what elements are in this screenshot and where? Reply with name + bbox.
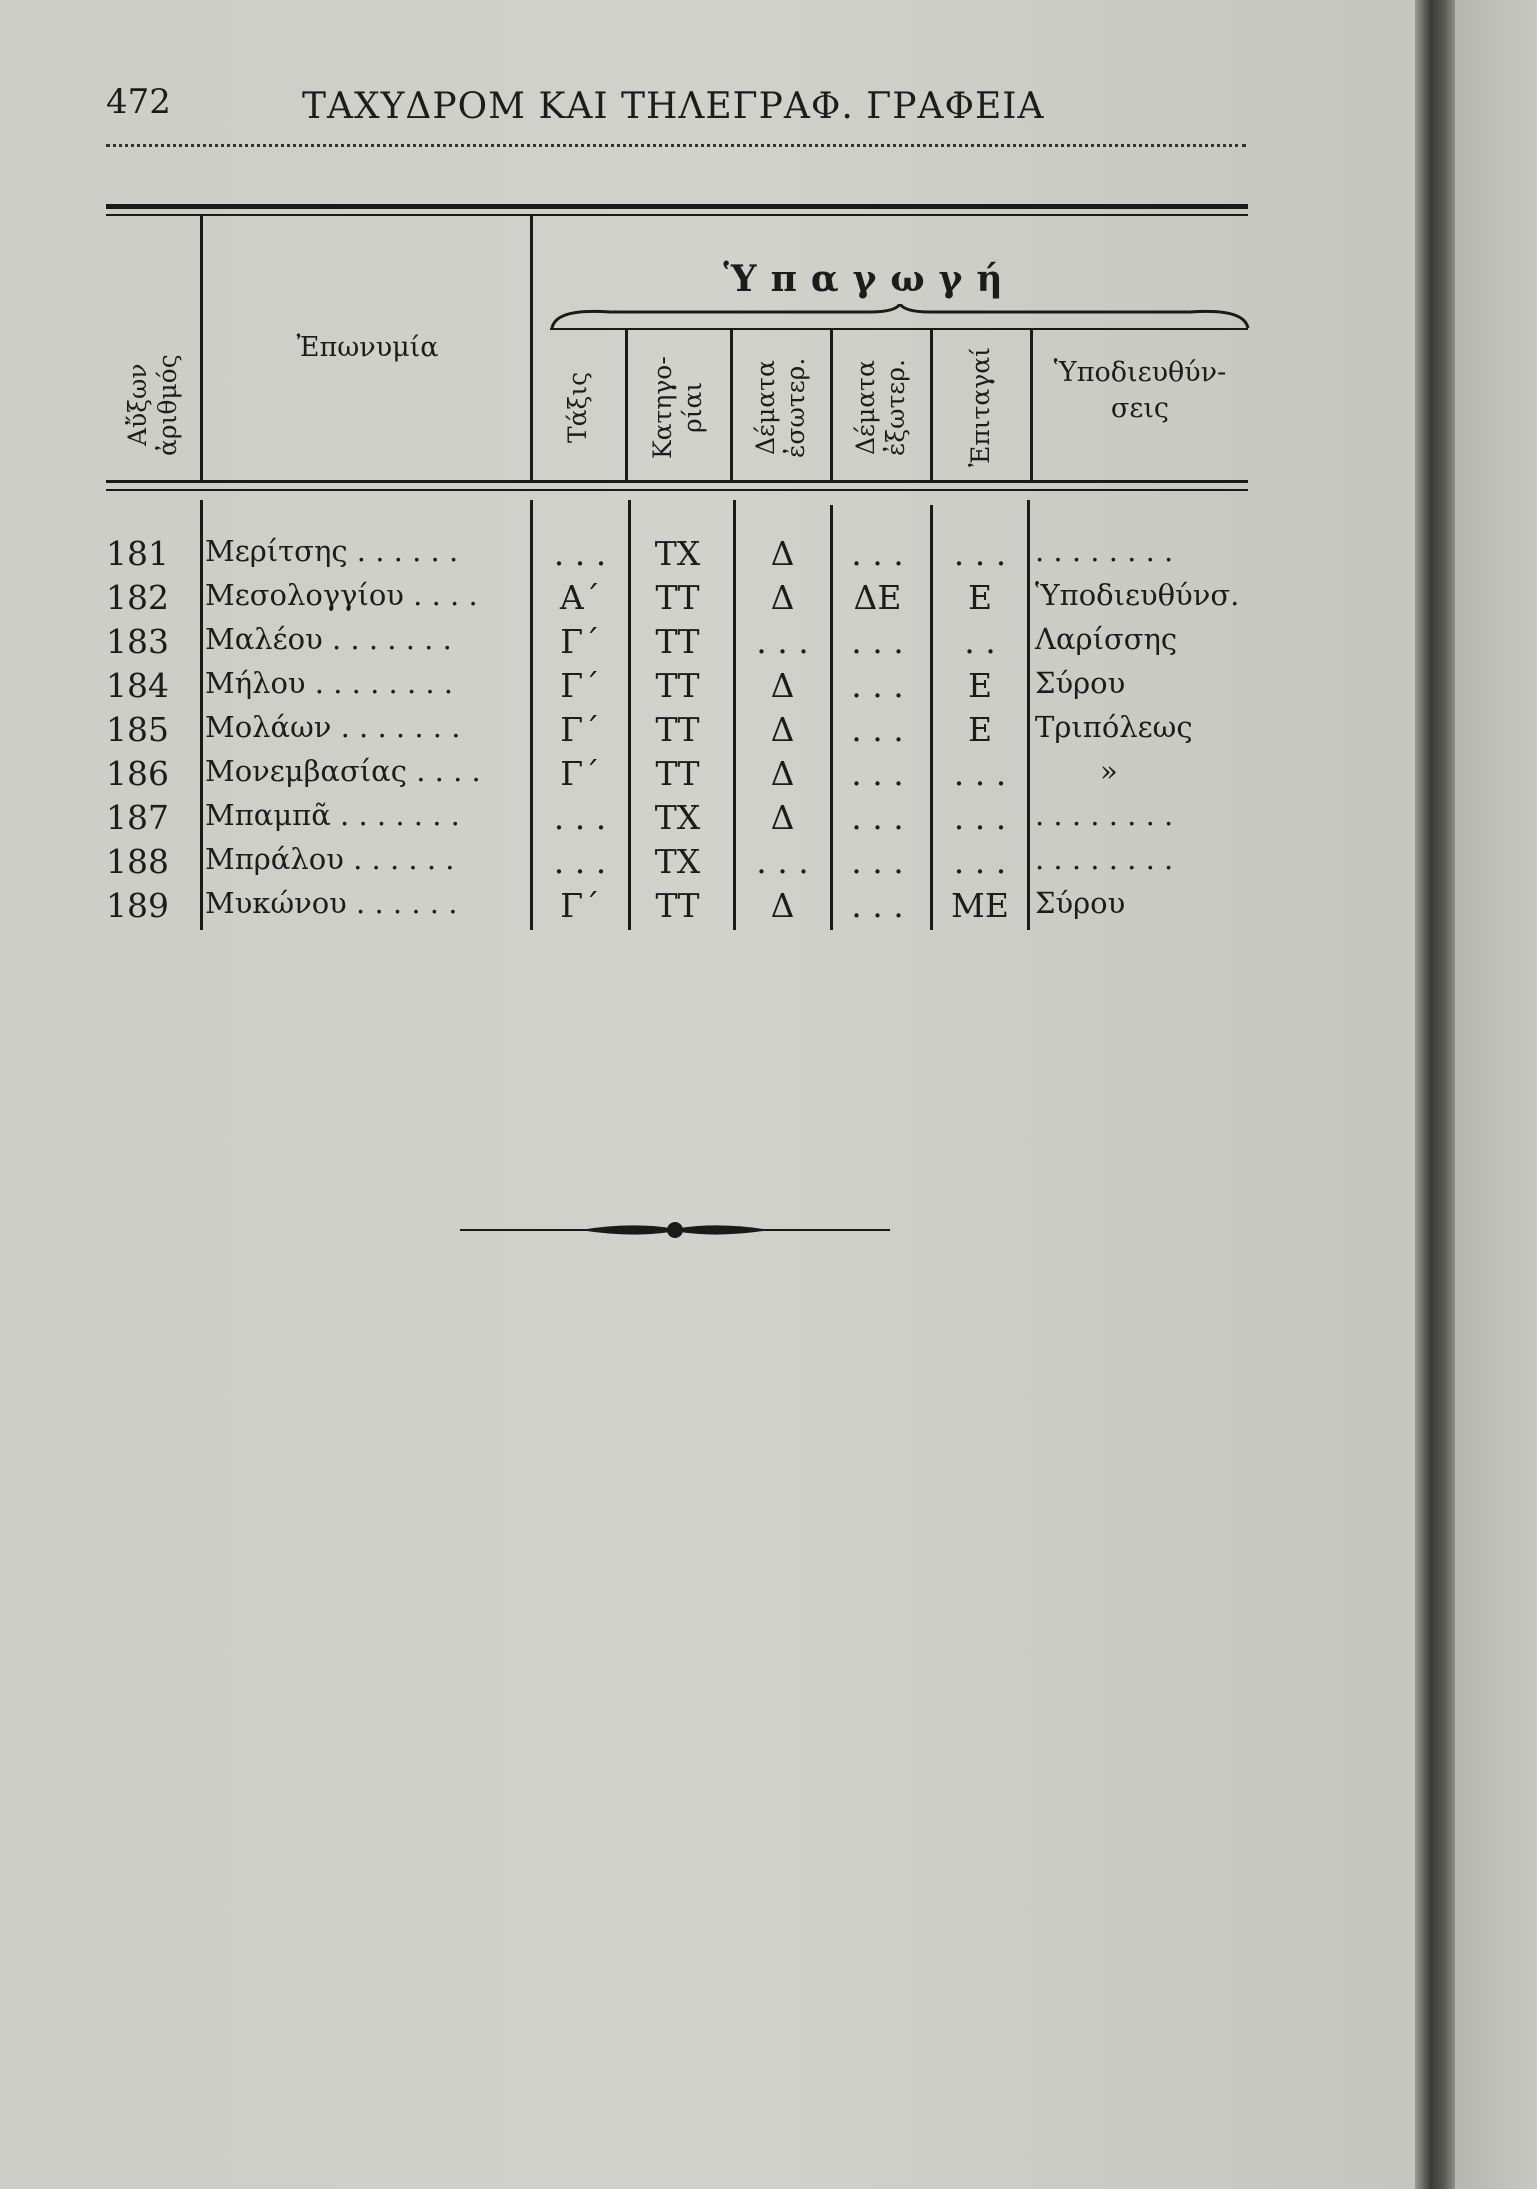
row-number: 182: [106, 578, 169, 617]
header-group-title: Ὑπαγωγή: [723, 258, 1017, 300]
row-name: Μεσολογγίου . . . .: [205, 578, 478, 612]
row-demata-exw: . . .: [851, 710, 904, 749]
header-rule: [106, 144, 1246, 147]
col-divider-7: [1030, 330, 1033, 482]
col-divider-3: [625, 330, 628, 482]
header-number: Αὔξων ἀριθμός: [123, 354, 182, 456]
row-kategoria: ΤΧ: [654, 534, 701, 573]
row-taxis: Γ΄: [560, 622, 600, 661]
header-name: Ἐπωνυμία: [296, 332, 439, 363]
row-epitagai: ΜΕ: [951, 886, 1009, 925]
row-demata-esw: Δ: [770, 666, 795, 705]
row-name: Μερίτσης . . . . . .: [205, 534, 459, 568]
row-epitagai: Ε: [967, 578, 993, 617]
row-taxis: Α΄: [559, 578, 601, 617]
row-demata-esw: Δ: [770, 534, 795, 573]
row-demata-exw: . . .: [851, 622, 904, 661]
row-ypodieuthynsi: Σύρου: [1035, 886, 1126, 920]
row-number: 181: [106, 534, 169, 573]
row-kategoria: ΤΤ: [655, 622, 700, 661]
row-epitagai: . . .: [953, 842, 1007, 881]
row-demata-exw: . . .: [851, 886, 904, 925]
row-demata-exw: ΔΕ: [853, 578, 902, 617]
row-kategoria: ΤΤ: [655, 578, 700, 617]
header-ypodieuthynseis: Ὑποδιευθύν-σεις: [1053, 357, 1227, 424]
body-divider-1: [200, 500, 203, 930]
table-top-rule-thin: [106, 214, 1248, 216]
row-epitagai: Ε: [967, 710, 993, 749]
row-name: Μπαμπᾶ . . . . . . .: [205, 798, 460, 832]
row-ypodieuthynsi: . . . . . . . .: [1035, 842, 1174, 876]
row-taxis: Γ΄: [560, 754, 600, 793]
row-demata-esw: Δ: [770, 710, 795, 749]
header-taxis: Τάξις: [563, 371, 592, 444]
body-divider-2: [530, 500, 533, 930]
header-kategoriai: Κατηγο-ρίαι: [648, 356, 707, 459]
row-demata-exw: . . .: [851, 534, 904, 573]
row-taxis: . . .: [553, 842, 607, 881]
row-epitagai: . . .: [953, 534, 1007, 573]
col-divider-1: [200, 214, 203, 482]
row-demata-esw: . . .: [756, 842, 809, 881]
col-divider-2: [530, 214, 533, 482]
row-kategoria: ΤΧ: [654, 842, 701, 881]
ornament-divider: [460, 1210, 890, 1250]
row-kategoria: ΤΤ: [655, 754, 700, 793]
col-divider-4: [730, 330, 733, 482]
row-ypodieuthynsi: Λαρίσσης: [1035, 622, 1178, 656]
row-name: Μολάων . . . . . . .: [205, 710, 461, 744]
row-number: 186: [106, 754, 169, 793]
page-number: 472: [106, 82, 171, 122]
header-demata-exw: Δέματα ἐξωτερ.: [851, 359, 910, 456]
row-ypodieuthynsi: Σύρου: [1035, 666, 1126, 700]
row-taxis: Γ΄: [560, 710, 600, 749]
row-demata-esw: Δ: [770, 798, 795, 837]
header-bottom-rule: [106, 480, 1248, 483]
row-demata-exw: . . .: [851, 666, 904, 705]
facing-page-edge: [1455, 0, 1537, 2189]
row-epitagai: . .: [964, 622, 996, 661]
row-demata-esw: . . .: [756, 622, 809, 661]
row-taxis: . . .: [553, 534, 607, 573]
book-gutter: [1415, 0, 1455, 2189]
row-ypodieuthynsi: . . . . . . . .: [1035, 798, 1174, 832]
row-ypodieuthynsi: Τριπόλεως: [1035, 710, 1193, 744]
row-taxis: . . .: [553, 798, 607, 837]
row-name: Μαλέου . . . . . . .: [205, 622, 452, 656]
row-number: 187: [106, 798, 169, 837]
row-taxis: Γ΄: [560, 666, 600, 705]
row-ypodieuthynsi: . . . . . . . .: [1035, 534, 1174, 568]
row-name: Μήλου . . . . . . . .: [205, 666, 454, 700]
col-divider-6: [930, 330, 933, 482]
row-ypodieuthynsi: Ὑποδιευθύνσ.: [1035, 578, 1240, 612]
col-divider-5: [830, 330, 833, 482]
row-kategoria: ΤΤ: [655, 710, 700, 749]
row-demata-exw: . . .: [851, 842, 904, 881]
row-demata-esw: Δ: [770, 578, 795, 617]
row-epitagai: Ε: [967, 666, 993, 705]
row-number: 188: [106, 842, 169, 881]
row-taxis: Γ΄: [560, 886, 600, 925]
row-demata-esw: Δ: [770, 754, 795, 793]
row-number: 189: [106, 886, 169, 925]
row-name: Μονεμβασίας . . . .: [205, 754, 481, 788]
row-epitagai: . . .: [953, 754, 1007, 793]
row-demata-exw: . . .: [851, 754, 904, 793]
row-demata-esw: Δ: [770, 886, 795, 925]
row-number: 184: [106, 666, 169, 705]
row-epitagai: . . .: [953, 798, 1007, 837]
header-epitagai: Ἐπιταγαί: [966, 347, 995, 468]
group-brace: [550, 304, 1250, 330]
row-kategoria: ΤΧ: [654, 798, 701, 837]
header-bottom-rule-2: [106, 489, 1248, 491]
table-top-rule: [106, 204, 1248, 209]
row-name: Μπράλου . . . . . .: [205, 842, 455, 876]
row-kategoria: ΤΤ: [655, 886, 700, 925]
row-kategoria: ΤΤ: [655, 666, 700, 705]
row-name: Μυκώνου . . . . . .: [205, 886, 458, 920]
header-demata-esw: Δέματα ἐσωτερ.: [751, 357, 810, 458]
row-demata-exw: . . .: [851, 798, 904, 837]
row-number: 183: [106, 622, 169, 661]
row-number: 185: [106, 710, 169, 749]
row-ypodieuthynsi: »: [1100, 754, 1118, 788]
running-title: ΤΑΧΥΔΡΟΜ ΚΑΙ ΤΗΛΕΓΡΑΦ. ΓΡΑΦΕΙΑ: [302, 86, 1045, 127]
